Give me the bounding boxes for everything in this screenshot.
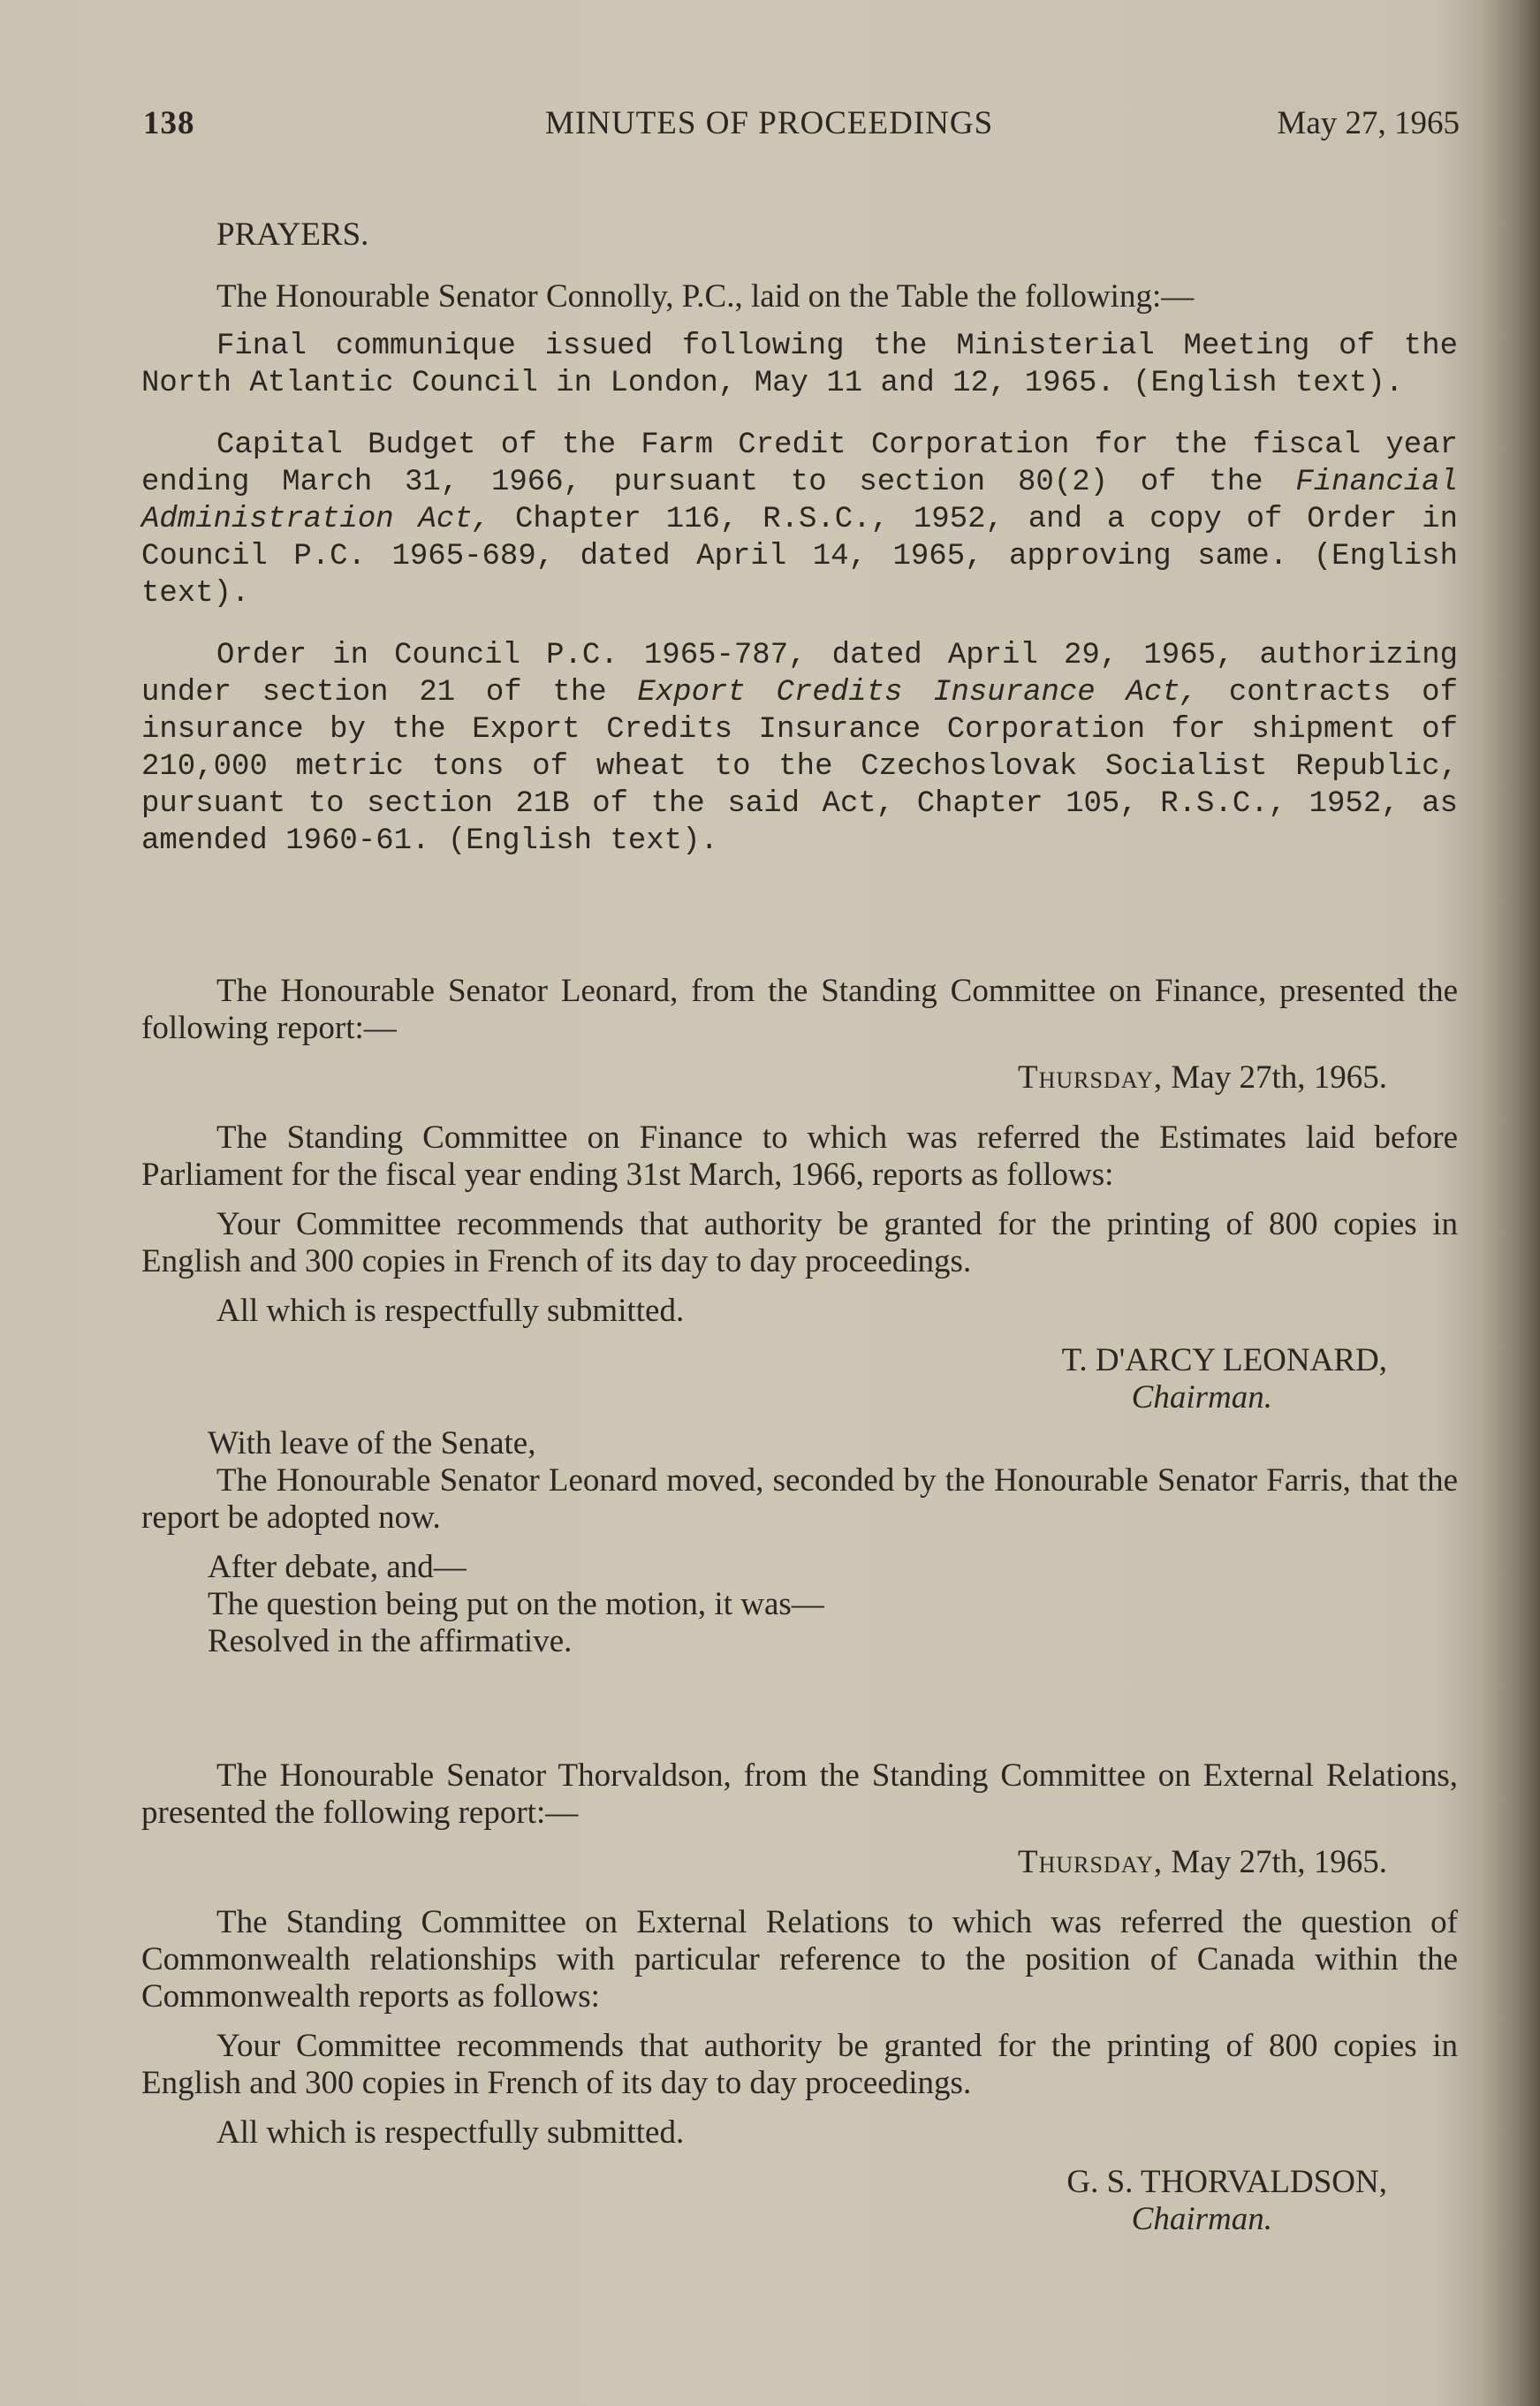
external-report-para: The Standing Committee on External Relations to which was referred the question of Commonwealth relationships with particular reference to the position of Canada within the Commonwealth reports as follows:	[141, 1904, 1458, 2015]
finance-intro: The Honourable Senator Leonard, from the Standing Committee on Finance, presented the following report:—	[141, 973, 1458, 1046]
tabled-item-capital-budget	[141, 427, 1458, 612]
finance-submitted: All which is respectfully submitted.	[216, 1293, 685, 1329]
external-intro: The Honourable Senator Thorvaldson, from the Standing Committee on External Relations, presented the following report:—	[141, 1757, 1458, 1831]
page-body	[141, 216, 1458, 2247]
tabled-intro: The Honourable Senator Connolly, P.C., laid on the Table the following:—	[216, 278, 1195, 315]
page-number: 138	[143, 105, 195, 141]
dateline-date: May 27th, 1965.	[1163, 1059, 1387, 1096]
external-submitted: All which is respectfully submitted.	[216, 2114, 685, 2151]
page-header	[143, 104, 1460, 148]
act-title: Financial Administration Act,	[141, 466, 1458, 536]
text-fragment: Order in Council P.C. 1965-787, dated April 29, 1965, authorizing under section 21 of the	[141, 639, 1458, 710]
finance-recommendation: Your Committee recommends that authority be granted for the printing of 800 copies in English and 300 copies in French of its day to day proceedings.	[141, 1206, 1458, 1279]
finance-dateline	[141, 1059, 1387, 1097]
finance-signer: T. D'ARCY LEONARD,	[1061, 1342, 1387, 1378]
dateline-day: Thursday,	[1017, 1059, 1164, 1096]
tabled-item-order-in-council	[141, 637, 1458, 860]
header-date: May 27, 1965	[1277, 105, 1460, 141]
act-title: Export Credits Insurance Act,	[637, 676, 1199, 710]
finance-report-para: The Standing Committee on Finance to which was referred the Estimates laid before Parliament for the fiscal year ending 31st March, 1966, reports as follows:	[141, 1120, 1458, 1193]
question-line: The question being put on the motion, it was—	[208, 1586, 824, 1622]
finance-signer-role: Chairman.	[1131, 1379, 1272, 1416]
tabled-item-communique: Final communique issued following the Ministerial Meeting of the North Atlantic Council in London, May 11 and 12, 1965. (English text).	[141, 330, 1458, 400]
finance-motion-block	[141, 1425, 1458, 1462]
external-signer: G. S. THORVALDSON,	[1066, 2164, 1387, 2200]
finance-vote-block	[141, 1549, 1458, 1660]
resolved-line: Resolved in the affirmative.	[208, 1623, 573, 1659]
leave-line: With leave of the Senate,	[208, 1425, 536, 1461]
text-fragment: Capital Budget of the Farm Credit Corporation for the fiscal year ending March 31, 1966, pursuant to section 80(2) of the	[141, 429, 1458, 499]
external-recommendation: Your Committee recommends that authority be granted for the printing of 800 copies in English and 300 copies in French of its day to day proceedings.	[141, 2028, 1458, 2101]
external-signer-role: Chairman.	[1131, 2201, 1272, 2237]
running-title: MINUTES OF PROCEEDINGS	[545, 105, 994, 141]
text-fragment: contracts of insurance by the Export Credits Insurance Corporation for shipment of 210,000 metric tons of wheat to the Czechoslovak Socialist Republic, pursuant to section 21B of the said Act, Chapter 105, R.S.C., 1952, as amended 1960-61. (English text).	[141, 676, 1458, 858]
finance-motion: The Honourable Senator Leonard moved, seconded by the Honourable Senator Farris, that the report be adopted now.	[141, 1462, 1458, 1536]
prayers-heading: PRAYERS.	[216, 216, 369, 253]
text-fragment: Chapter 116, R.S.C., 1952, and a copy of Order in Council P.C. 1965-689, dated April 14, 1965, approving same. (English text).	[141, 503, 1458, 611]
dateline-date: May 27th, 1965.	[1163, 1844, 1387, 1880]
debate-line: After debate, and—	[208, 1549, 467, 1585]
external-dateline	[141, 1844, 1387, 1881]
dateline-day: Thursday,	[1017, 1844, 1164, 1880]
